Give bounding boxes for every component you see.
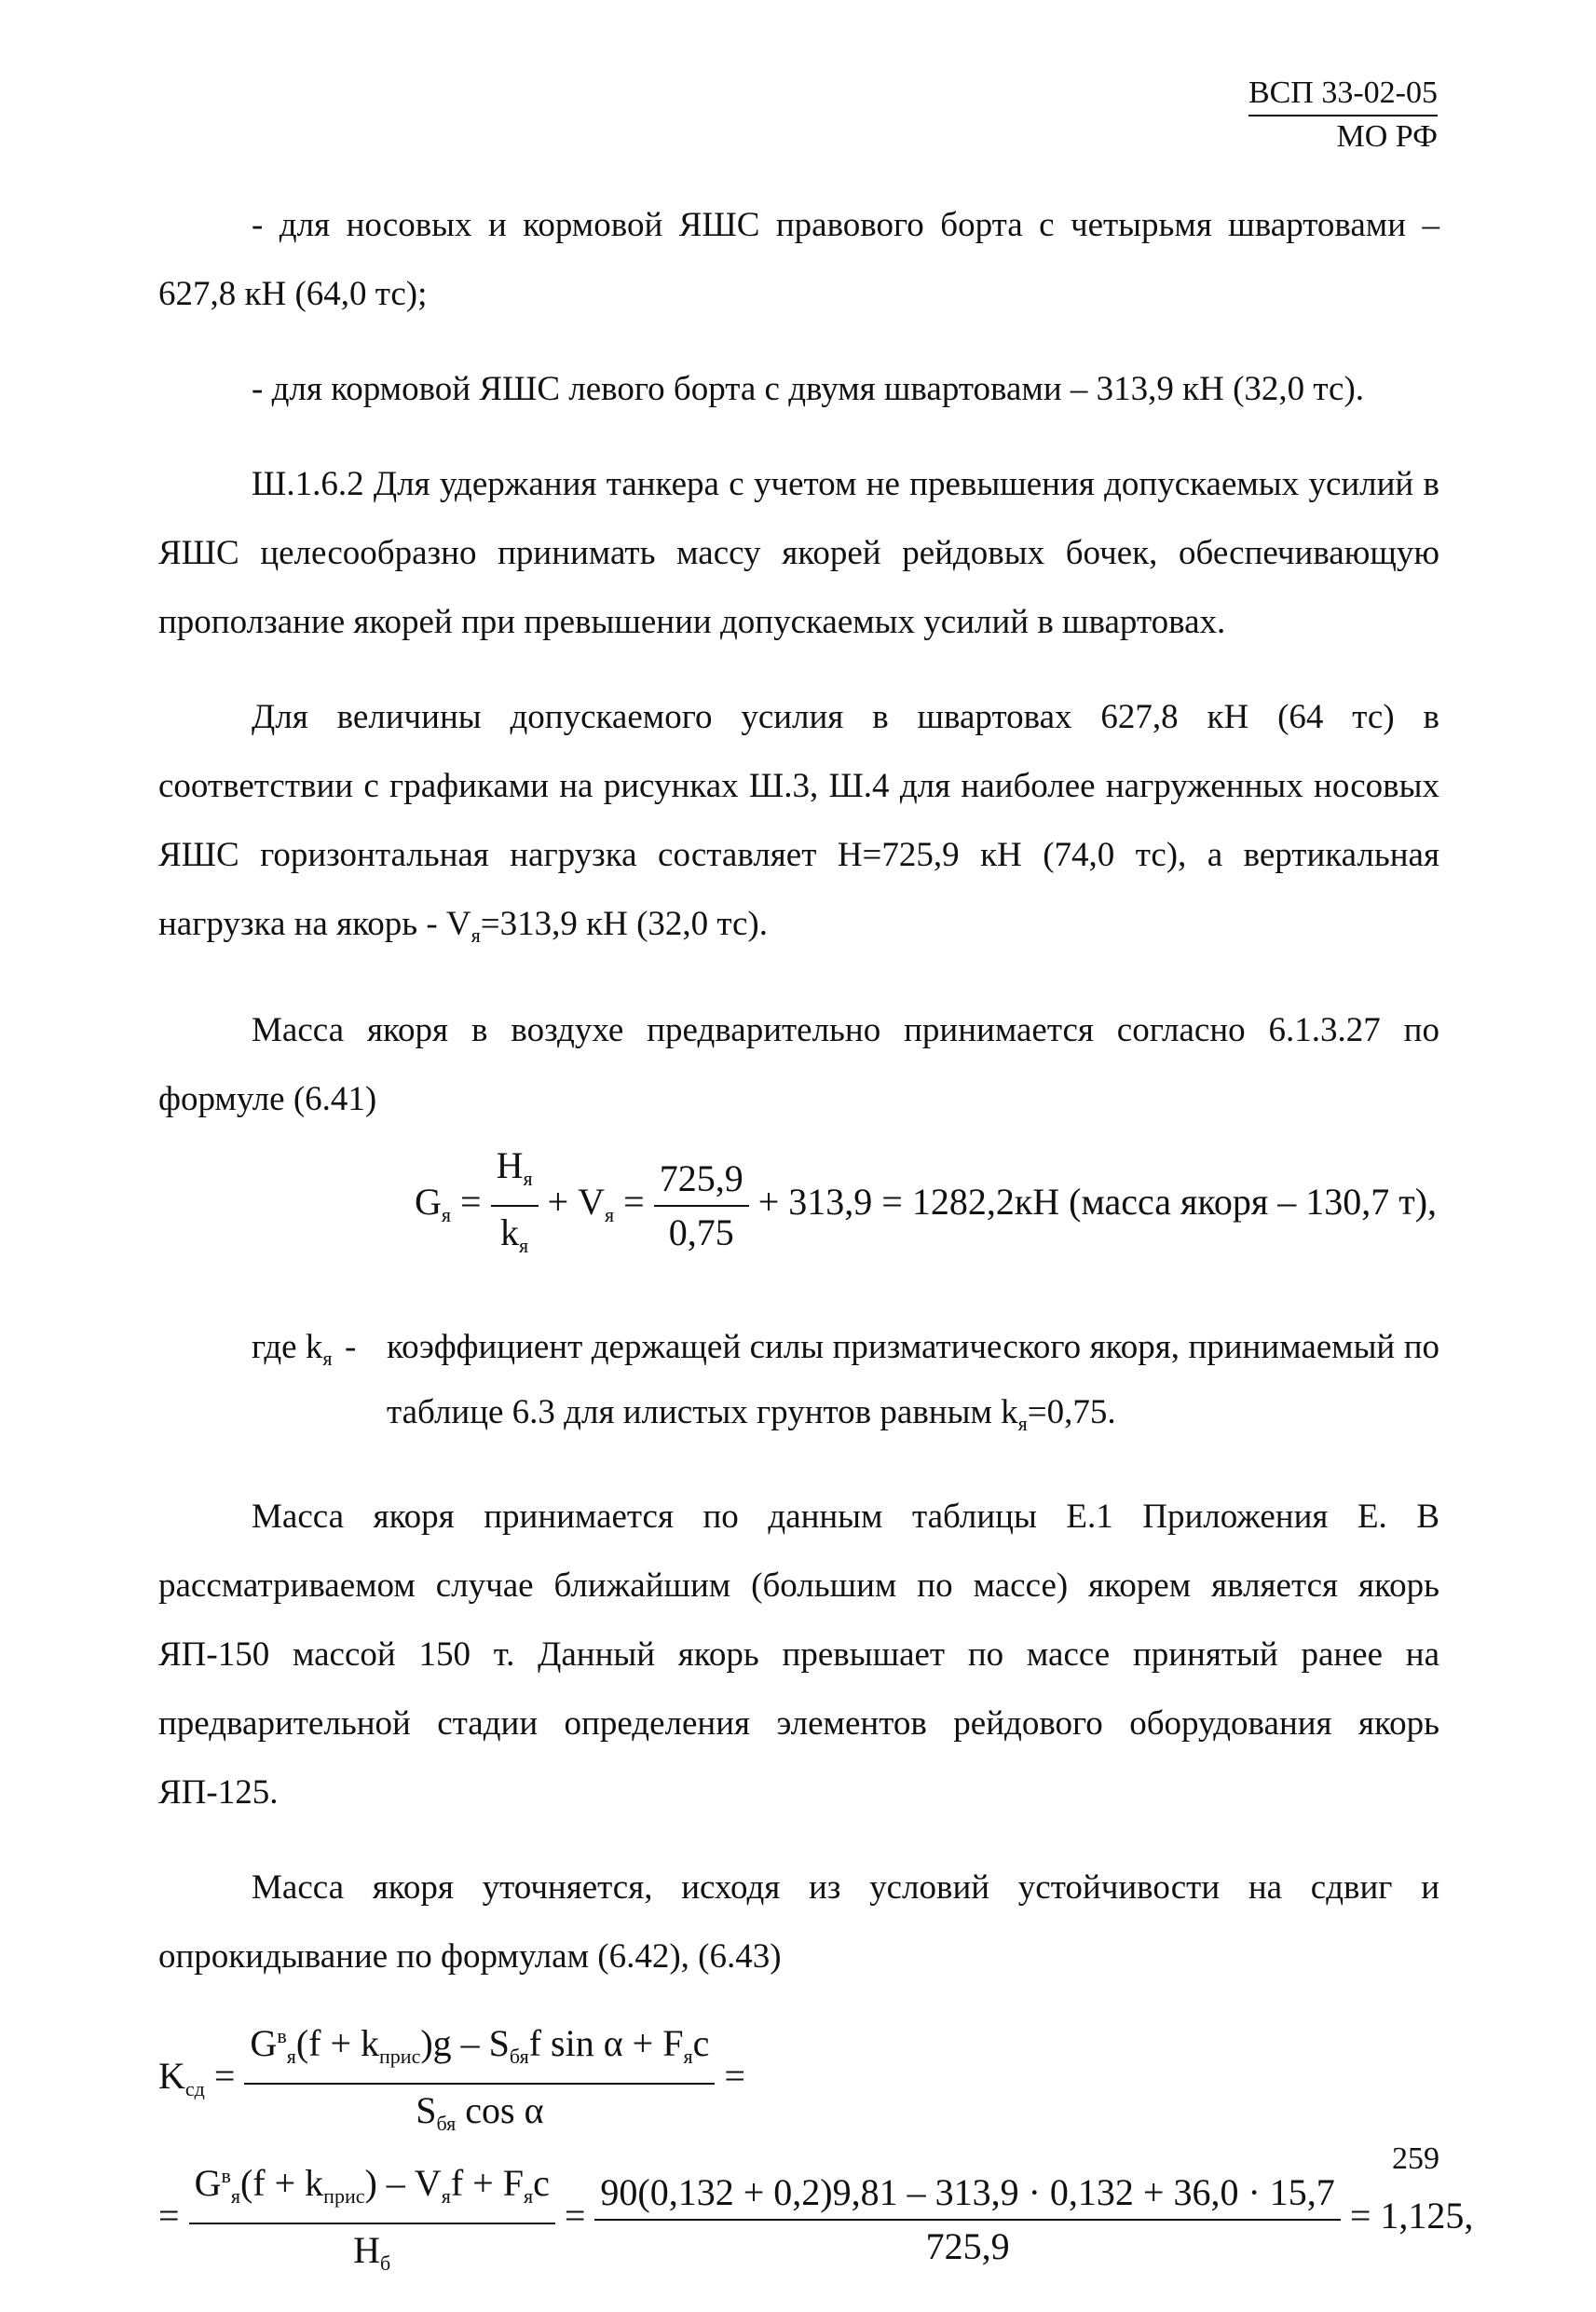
paragraph-5: Масса якоря в воздухе предварительно принимается согласно 6.1.3.27 по формуле (6.41)	[158, 1011, 1439, 1118]
formula-6-41: $G_я$ = $\frac{H_я}{k_я}$ + $V_я$ = $\frac{725,9}{0,75}$ + 313,9 = 1282,2кН (масса якоря – 130,7 т),	[415, 1144, 1438, 1257]
where-definition: где $k_я$ - коэффициент держащей силы призматического якоря, принимаемый по таблице 6.3 для илистых грунтов равным $k_я=0,75$.	[252, 1328, 1439, 1435]
page-body	[158, 191, 1474, 2312]
paragraph-8: Масса якоря уточняется, исходя из условий устойчивости на сдвиг и опрокидывание по формулам (6.42), (6.43)	[158, 1868, 1439, 1976]
paragraph-3: Ш.1.6.2 Для удержания танкера с учетом не превышения допускаемых усилий в ЯШС целесообразно принимать массу якорей рейдовых бочек, обеспечивающую проползание якорей при превышении допускаемых усилий в швартовах.	[158, 465, 1439, 641]
paragraph-4: Для величины допускаемого усилия в швартовах 627,8 кН (64 тс) в соответствии с графиками на рисунках Ш.3, Ш.4 для наиболее нагруженных носовых ЯШС горизонтальная нагрузка составляет Н=725,9 кН (74,0 тс), а вертикальная нагрузка на якорь - $V_я=313,9$ кН (32,0 тс).	[158, 698, 1439, 947]
organization: МО РФ	[1336, 119, 1438, 154]
paragraph-2: - для кормовой ЯШС левого борта с двумя швартовами – 313,9 кН (32,0 тс).	[252, 370, 1365, 408]
page-header	[1248, 73, 1438, 157]
page-number: 259	[1392, 2141, 1439, 2176]
paragraph-7: Масса якоря принимается по данным таблицы Е.1 Приложения Е. В рассматриваемом случае ближайшим (большим по массе) якорем является якорь ЯП-150 массой 150 т. Данный якорь превышает по массе принятый ранее на предварительной стадии определения элементов рейдового оборудования якорь ЯП-125.	[158, 1498, 1439, 1812]
document-code: ВСП 33-02-05	[1248, 73, 1438, 116]
paragraph-1: - для носовых и кормовой ЯШС правового борта с четырьмя швартовами – 627,8 кН (64,0 тс);	[158, 206, 1439, 313]
formula-6-42: $K_{сд}$ = $\frac{G^в_я(f + k_{прис})g - S_{бя}f \sin \alpha + F_яc}{S_{бя} \cos \alpha}$ = = $\frac{G^в_я(f + k_{прис}) - V_яf + F_яc}{H_б}$ = $\frac{90(0,132 + 0,2)9,81 - 313,9 \cdot 0,132 + 36,0 \cdot 15,7}{725,9}$ = 1,125,	[158, 2014, 1439, 2312]
